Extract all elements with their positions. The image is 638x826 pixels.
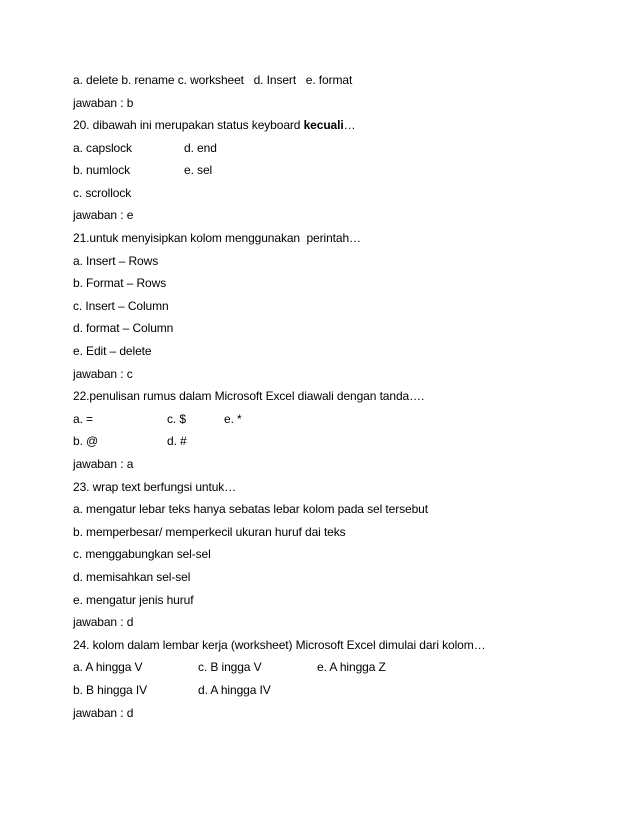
q24-question: 24. kolom dalam lembar kerja (worksheet) Microsoft Excel dimulai dari kolom… — [73, 638, 486, 652]
q23-option-b: b. memperbesar/ memperkecil ukuran huruf dai teks — [73, 525, 346, 539]
q20-option-row-1 — [73, 140, 217, 156]
q22-option-d: d. # — [167, 434, 187, 448]
q24-option-d: d. A hingga IV — [198, 683, 271, 697]
q22-option-c: c. $ — [167, 412, 186, 426]
q21-option-b: b. Format – Rows — [73, 276, 167, 290]
q24-option-c: c. B ingga V — [198, 660, 262, 674]
q22-option-row-2 — [73, 433, 187, 449]
q20-option-a: a. capslock — [73, 141, 132, 155]
q20-option-b: b. numlock — [73, 163, 131, 177]
q21-question: 21.untuk menyisipkan kolom menggunakan perintah… — [73, 231, 361, 245]
q23-option-c: c. menggabungkan sel-sel — [73, 547, 211, 561]
q24-option-b: b. B hingga IV — [73, 683, 147, 697]
q24-answer: jawaban : d — [73, 706, 134, 720]
q20-question-text: 20. dibawah ini merupakan status keyboard — [73, 118, 304, 132]
q24-option-row-1 — [73, 659, 386, 675]
q23-answer: jawaban : d — [73, 615, 134, 629]
q20-option-c: c. scrollock — [73, 186, 132, 200]
q21-option-d: d. format – Column — [73, 321, 174, 335]
q22-question: 22.penulisan rumus dalam Microsoft Excel diawali dengan tanda…. — [73, 389, 425, 403]
q20-option-e: e. sel — [184, 163, 213, 177]
q20-answer: jawaban : e — [73, 208, 134, 222]
q21-option-e: e. Edit – delete — [73, 344, 152, 358]
q21-answer: jawaban : c — [73, 367, 133, 381]
q24-option-a: a. A hingga V — [73, 660, 143, 674]
q24-option-e: e. A hingga Z — [317, 660, 386, 674]
q19-answer: jawaban : b — [73, 96, 134, 110]
q19-options: a. delete b. rename c. worksheet d. Insert e. format — [73, 73, 353, 87]
q20-question-emphasis: kecuali — [303, 118, 344, 132]
q21-option-c: c. Insert – Column — [73, 299, 169, 313]
q22-answer: jawaban : a — [73, 457, 134, 471]
q22-option-e: e. * — [224, 412, 242, 426]
q22-option-row-1 — [73, 411, 242, 427]
q20-question — [73, 117, 356, 133]
q22-option-b: b. @ — [73, 434, 99, 448]
q24-option-row-2 — [73, 682, 271, 698]
q22-option-a: a. = — [73, 412, 93, 426]
q23-question: 23. wrap text berfungsi untuk… — [73, 480, 237, 494]
q23-option-d: d. memisahkan sel-sel — [73, 570, 191, 584]
q20-question-ellipsis: … — [343, 118, 356, 132]
q23-option-a: a. mengatur lebar teks hanya sebatas lebar kolom pada sel tersebut — [73, 502, 428, 516]
q20-option-d: d. end — [184, 141, 217, 155]
q20-option-row-2 — [73, 162, 213, 178]
q21-option-a: a. Insert – Rows — [73, 254, 159, 268]
q23-option-e: e. mengatur jenis huruf — [73, 593, 194, 607]
